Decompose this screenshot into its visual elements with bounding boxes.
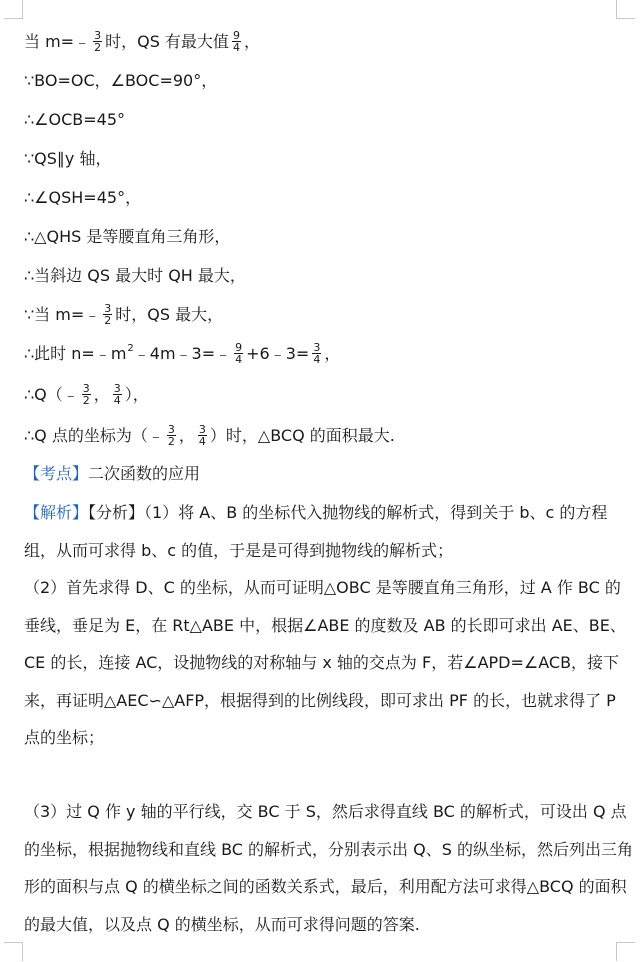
text-segment: ∴Q 点的坐标为（﹣ xyxy=(24,426,164,445)
corner-mark-bottom-right xyxy=(616,942,635,961)
solution-line-9 xyxy=(24,342,340,369)
text-segment: ）， xyxy=(124,385,149,404)
analysis-paragraph-3: （3）过 Q 作 y 轴的平行线，交 BC 于 S，然后求得直线 BC 的解析式，可设出 Q 点的坐标，根据抛物线和直线 BC 的解析式，分别表示出 Q、S 的纵坐标，然后列出三角形的面积与点 Q 的横坐标之间的函数关系式，最后，利用配方法可求得△BCQ 的面积的最大值，以及点 Q 的横坐标，从而可求得问题的答案. xyxy=(24,802,633,934)
fraction-numerator: 9 xyxy=(235,341,243,354)
text-segment: ∵当 m=﹣ xyxy=(24,305,101,324)
fraction-numerator: 9 xyxy=(232,29,240,42)
jiexi-text: 【分析】（1）将 A、B 的坐标代入抛物线的解析式，得到关于 b、c 的方程组，从而可求得 b、c 的值，于是是可得到抛物线的解析式； xyxy=(24,503,608,560)
fraction-denominator: 4 xyxy=(113,394,121,407)
fraction-numerator: 3 xyxy=(113,382,121,395)
fraction-denominator: 2 xyxy=(104,314,112,327)
fraction-numerator: 3 xyxy=(94,29,102,42)
fraction-denominator: 2 xyxy=(167,435,175,448)
fraction xyxy=(167,424,176,447)
solution-line-6: ∴△QHS 是等腰直角三角形， xyxy=(24,227,231,246)
solution-line-4: ∵QS∥y 轴， xyxy=(24,149,112,168)
text-segment: ， xyxy=(178,426,195,445)
fraction-denominator: 4 xyxy=(235,353,243,366)
fraction-denominator: 2 xyxy=(82,394,90,407)
fraction-numerator: 3 xyxy=(82,382,90,395)
superscript: 2 xyxy=(127,343,134,354)
fraction xyxy=(232,30,241,53)
analysis-paragraph-2: （2）首先求得 D、C 的坐标，从而可证明△OBC 是等腰直角三角形，过 A 作 BC 的垂线，垂足为 E，在 Rt△ABE 中，根据∠ABE 的度数及 AB 的长即可求出 AE、BE、CE 的长，连接 AC，设抛物线的对称轴与 x 轴的交点为 F，若∠APD=∠ACB，接下来，再证明△AEC∽△AFP，根据得到的比例线段，即可求出 PF 的长，也就求得了 P 点的坐标； xyxy=(24,578,626,747)
text-segment: ， xyxy=(93,385,110,404)
jiexi-paragraph xyxy=(24,494,636,569)
text-segment: ， xyxy=(324,344,341,363)
text-segment: ∴此时 n=﹣m xyxy=(24,344,127,363)
text-segment: ， xyxy=(243,32,260,51)
solution-line-11 xyxy=(24,424,395,448)
fraction-denominator: 4 xyxy=(313,353,321,366)
fraction xyxy=(198,424,207,447)
corner-mark-bottom-left xyxy=(4,942,23,961)
fraction-denominator: 4 xyxy=(232,41,240,54)
fraction-numerator: 3 xyxy=(167,423,175,436)
solution-line-5: ∴∠QSH=45°， xyxy=(24,188,142,207)
jiexi-tag: 【解析】 xyxy=(24,503,89,522)
text-segment: 当 m=﹣ xyxy=(24,32,91,51)
text-segment: 时，QS 最大， xyxy=(115,305,224,324)
solution-line-8 xyxy=(24,303,223,327)
text-segment: ﹣4m﹣3=﹣ xyxy=(133,344,232,363)
fraction-numerator: 3 xyxy=(313,341,321,354)
solution-line-2: ∵BO=OC，∠BOC=90°， xyxy=(24,71,218,90)
fraction xyxy=(234,342,243,365)
text-segment: 时，QS 有最大值 xyxy=(105,32,229,51)
fraction xyxy=(113,383,122,406)
solution-line-3: ∴∠OCB=45° xyxy=(24,110,126,129)
fraction-denominator: 4 xyxy=(198,435,206,448)
fraction xyxy=(312,342,321,365)
solution-line-7: ∴当斜边 QS 最大时 QH 最大， xyxy=(24,266,246,285)
fraction xyxy=(93,30,102,53)
fraction-numerator: 3 xyxy=(104,302,112,315)
kaodian-line xyxy=(24,462,200,486)
fraction xyxy=(103,303,112,326)
solution-line-10 xyxy=(24,383,149,407)
fraction-denominator: 2 xyxy=(94,41,102,54)
kaodian-tag: 【考点】 xyxy=(24,464,89,483)
solution-line-1 xyxy=(24,30,260,54)
text-segment: ）时，△BCQ 的面积最大. xyxy=(209,426,395,445)
text-segment: ∴Q（﹣ xyxy=(24,385,79,404)
corner-mark-top-right xyxy=(616,0,635,19)
corner-mark-top-left xyxy=(4,0,23,19)
text-segment: +6﹣3= xyxy=(246,344,310,363)
kaodian-text: 二次函数的应用 xyxy=(88,464,201,483)
fraction-numerator: 3 xyxy=(198,423,206,436)
fraction xyxy=(82,383,91,406)
